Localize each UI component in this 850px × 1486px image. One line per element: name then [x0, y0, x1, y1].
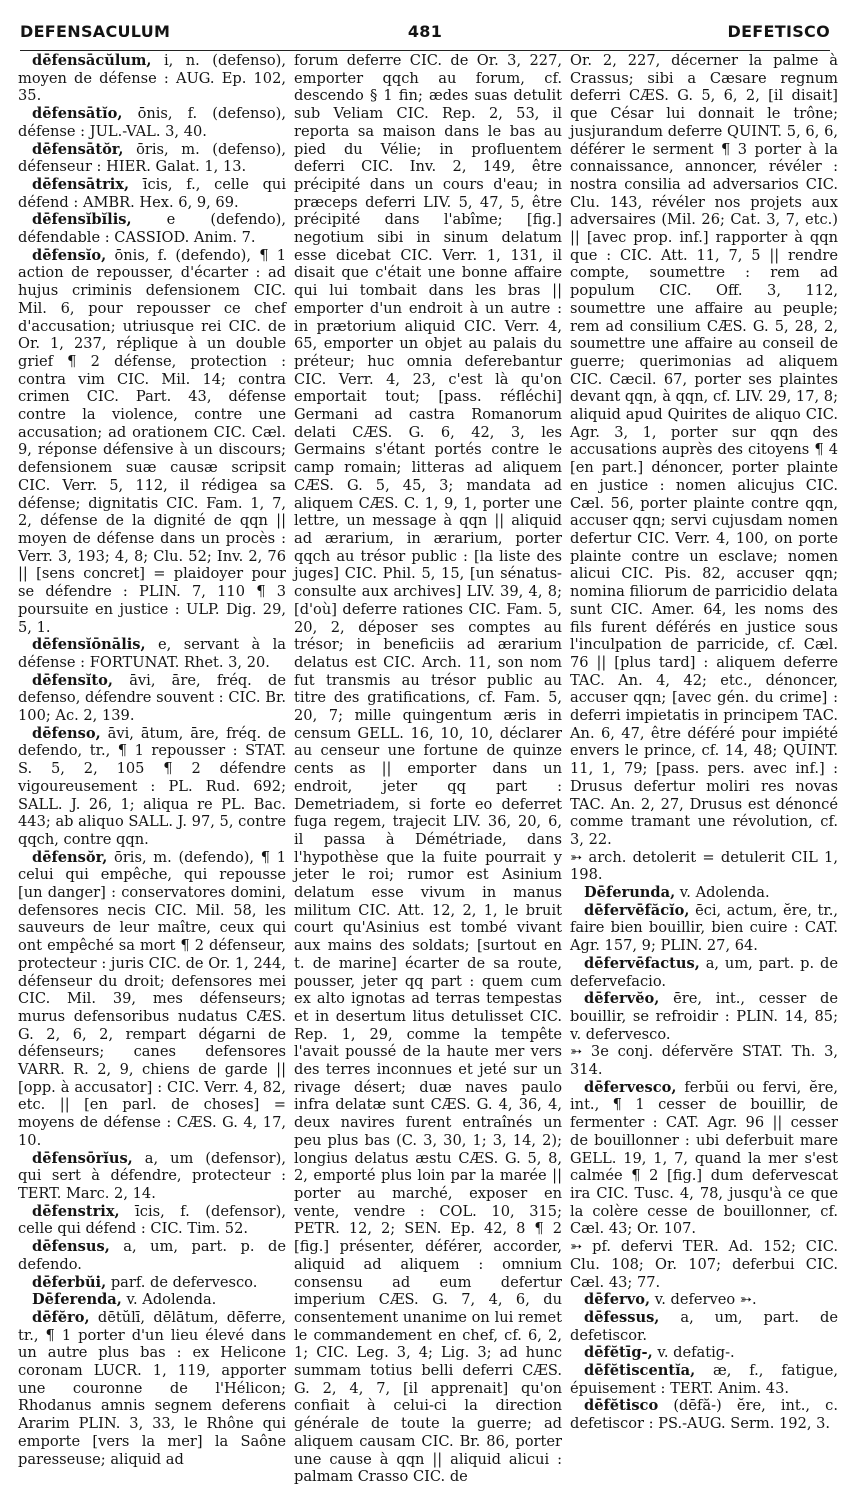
entry-body: v. deferveo ➳.	[654, 1291, 757, 1309]
entry-body: forum deferre CIC. de Or. 3, 227, emporter qqch au forum, cf. descendo § 1 fin; ædes suas detulit sub Veliam CIC. Rep. 2, 53, il reporta sa maison dans le bas au pied du Vélie; in profluentem deferri CIC. Inv. 2, 149, être précipité dans un cours d'eau; in præceps deferri LIV. 5, 47, 5, être précipité dans l'abîme; [fig.] negotium sibi in sinum delatum esse dicebat CIC. Verr. 1, 131, il disait que c'était une bonne affaire qui lui tombait dans les bras || emporter d'un endroit à un autre : in prætorium aliquid CIC. Verr. 4, 65, emporter un objet au palais du préteur; huc omnia deferebantur CIC. Verr. 4, 23, c'est là qu'on emportait tout; [pass. réfléchi] Germani ad castra Romanorum delati CÆS. G. 6, 42, 3, les Germains s'étant portés contre le camp romain; litteras ad aliquem CÆS. G. 5, 45, 3; mandata ad aliquem CÆS. C. 1, 9, 1, porter une lettre, un message à qqn || aliquid ad ærarium, in ærarium, porter qqch au trésor public : [la liste des juges] CIC. Phil. 5, 15, [un sénatus-consulte aux archives] LIV. 39, 4, 8; [d'où] deferre rationes CIC. Fam. 5, 20, 2, déposer ses comptes au trésor; in beneficiis ad ærarium delatus est CIC. Arch. 11, son nom fut transmis au trésor public au titre des gratifications, cf. Fam. 5, 20, 7; mille quingentum æris in censum GELL. 16, 10, 10, déclarer au censeur une fortune de quinze cents as || emporter dans un endroit, jeter qq part : Demetriadem, si forte eo deferret fuga regem, trajecit LIV. 36, 20, 6, il passa à Démétriade, dans l'hypothèse que la fuite pourrait y jeter le roi; rumor est Asinium delatum esse vivum in manus militum CIC. Att. 12, 2, 1, le bruit court qu'Asinius est tombé vivant aux mains des soldats; [surtout en t. de marine] écarter de sa route, pousser, jeter qq part : quem cum ex alto ignotas ad terras tempestas et in desertum litus detulisset CIC. Rep. 1, 29, comme la tempête l'avait poussé de la haute mer vers des terres inconnues et jeté sur un rivage désert; duæ naves paulo infra delatæ sunt CÆS. G. 4, 36, 4, deux navires furent entraînés un peu plus bas (C. 3, 30, 1; 3, 14, 2); longius delatus æstu CÆS. G. 5, 8, 2, emporté plus loin par la marée || porter au marché, exposer en vente, vendre : COL. 10, 315; PETR. 12, 2; SEN. Ep. 42, 8 ¶ 2 [fig.] présenter, déférer, accorder, aliquid ad aliquem : omnium consensu ad eum defertur imperium CÆS. G. 7, 4, 6, du consentement unanime on lui remet le commandement en chef, cf. 6, 2, 1; CIC. Leg. 3, 4; Lig. 3; ad hunc summam totius belli deferri CÆS. G. 2, 4, 7, [il apprenait] qu'on confiait à celui-ci la direction générale de toute la guerre; ad aliquem causam CIC. Br. 86, porter une cause à qqn || aliquid alicui : palmam Crasso CIC. de	[294, 52, 562, 1486]
entry-headword: dēfessus,	[584, 1308, 660, 1326]
entry-body: ➳ arch. detolerit = detulerit CIL 1, 198.	[570, 848, 838, 884]
column-left	[18, 52, 287, 1468]
entry-headword: dēferbŭi,	[32, 1273, 107, 1291]
entry-headword: dēfervesco,	[584, 1078, 677, 1096]
entry-body: dētŭlī, dēlātum, dēferre, tr., ¶ 1 porter d'un lieu élevé dans un autre plus bas : ex Helicone coronam LUCR. 1, 119, apporter une couronne de l'Hélicon; Rhodanus amnis segnem deferens Ararim PLIN. 3, 33, le Rhône qui emporte [vers la mer] la Saône paresseuse; aliquid ad	[18, 1308, 286, 1468]
dictionary-entry	[570, 990, 838, 1043]
entry-body: ōris, m. (defendo), ¶ 1 celui qui empêche, qui repousse [un danger] : conservatores domini, defensores necis CIC. Mil. 58, les sauveurs de leur maître, ceux qui ont empêché sa mort ¶ 2 défenseur, protecteur : juris CIC. de Or. 1, 244, défenseur du droit; defensores mei CIC. Mil. 39, mes défenseurs; murus defensoribus nudatus CÆS. G. 2, 6, 2, rempart dégarni de défenseurs; canes defensores VARR. R. 2, 9, chiens de garde || [opp. à accusator] : CIC. Verr. 4, 82, etc. || [en parl. de choses] = moyens de défense : CÆS. G. 4, 17, 10.	[18, 848, 286, 1149]
entry-headword: dēfervĕo,	[584, 990, 660, 1008]
dictionary-entry	[18, 1309, 286, 1468]
entry-headword: dēfĕtisco	[584, 1397, 659, 1415]
entry-body: ➳ 3e conj. défervĕre STAT. Th. 3, 314.	[570, 1043, 838, 1079]
entry-headword: dēfensātŏr,	[32, 140, 124, 158]
dictionary-entry	[570, 1397, 838, 1432]
entry-headword: dēfenso,	[32, 724, 101, 742]
entry-headword: dēfĕtiscentĭa,	[584, 1362, 696, 1380]
dictionary-entry	[18, 141, 286, 176]
entry-body: ēci, actum, ĕre, tr., faire bien bouillir, bien cuire : CAT. Agr. 157, 9; PLIN. 27, 64.	[570, 901, 838, 955]
entry-body: Or. 2, 227, décerner la palme à Crassus; sibi a Cæsare regnum deferri CÆS. G. 5, 6, 2, [il disait] que César lui donnait le trône; jusjurandum deferre QUINT. 5, 6, 6, déférer le serment ¶ 3 porter à la connaissance, annoncer, révéler : nostra consilia ad adversarios CIC. Clu. 143, révéler nos projets aux adversaires (Mil. 26; Cat. 3, 7, etc.) || [avec prop. inf.] rapporter à qqn que : CIC. Att. 11, 7, 5 || rendre compte, soumettre : rem ad populum CIC. Off. 3, 112, soumettre une affaire au peuple; rem ad consilium CÆS. G. 5, 28, 2, soumettre une affaire au conseil de guerre; querimonias ad aliquem CIC. Cæcil. 67, porter ses plaintes devant qqn, à qqn, cf. LIV. 29, 17, 8; aliquid apud Quirites de aliquo CIC. Agr. 3, 1, porter sur qqn des accusations auprès des citoyens ¶ 4 [en part.] dénoncer, porter plainte en justice : nomen alicujus CIC. Cæl. 56, porter plainte contre qqn, accuser qqn; servi cujusdam nomen defertur CIC. Verr. 4, 100, on porte plainte contre un esclave; nomen alicui CIC. Pis. 82, accuser qqn; nomina filiorum de parricidio delata sunt CIC. Amer. 64, les noms des fils furent déférés en justice sous l'inculpation de parricide, cf. Cæl. 76 || [plus tard] : aliquem deferre TAC. An. 4, 42; etc., dénoncer, accuser qqn; [avec gén. du crime] : deferri impietatis in principem TAC. An. 6, 47, être déféré pour impiété envers le prince, cf. 14, 48; QUINT. 11, 1, 79; [pass. pers. avec inf.] : Drusus defertur moliri res novas TAC. An. 2, 27, Drusus est dénoncé comme tramant une révolution, cf. 3, 22.	[570, 52, 838, 848]
entry-body: āvi, ātum, āre, fréq. de defendo, tr., ¶ 1 repousser : STAT. S. 5, 2, 105 ¶ 2 défendre vigoureusement : PL. Rud. 692; SALL. J. 26, 1; aliqua re PL. Bac. 443; ab aliquo SALL. J. 97, 5, contre qqch, contre qqn.	[18, 724, 286, 848]
entry-body: āvi, āre, fréq. de defenso, défendre souvent : CIC. Br. 100; Ac. 2, 139.	[18, 671, 286, 725]
dictionary-entry	[570, 884, 838, 902]
dictionary-entry	[570, 1362, 838, 1397]
dictionary-entry	[570, 1238, 838, 1291]
dictionary-entry	[570, 955, 838, 990]
entry-body: a, um, part. p. de defervefacio.	[570, 954, 838, 990]
dictionary-entry	[570, 902, 838, 955]
header-left-word: DEFENSACULUM	[20, 22, 171, 41]
entry-body: v. defatig-.	[657, 1344, 735, 1362]
entry-headword: dēfervēfăcĭo,	[584, 901, 690, 919]
dictionary-entry	[18, 672, 286, 725]
entry-headword: dēfensĭōnālis,	[32, 636, 146, 654]
dictionary-entry	[18, 1150, 286, 1203]
dictionary-entry	[570, 1079, 838, 1238]
entry-headword: Dēferunda,	[584, 884, 676, 902]
dictionary-entry	[570, 1043, 838, 1078]
header-right-word: DEFETISCO	[727, 22, 830, 41]
dictionary-entry	[18, 1274, 286, 1292]
entry-headword: dēfensātĭo,	[32, 105, 123, 123]
entry-body: v. Adolenda.	[126, 1291, 217, 1309]
dictionary-entry	[294, 52, 562, 1486]
dictionary-entry	[18, 105, 286, 140]
entry-headword: dēfensōrĭus,	[32, 1149, 133, 1167]
dictionary-entry	[18, 1203, 286, 1238]
entry-headword: Dēferenda,	[32, 1291, 122, 1309]
dictionary-entry	[18, 176, 286, 211]
entry-headword: dēfensĭo,	[32, 246, 107, 264]
entry-headword: dēfensātrix,	[32, 175, 130, 193]
entry-headword: dēfensĭto,	[32, 671, 113, 689]
entry-body: ōnis, f. (defendo), ¶ 1 action de repousser, d'écarter : ad hujus criminis defensionem CIC. Mil. 6, pour repousser ce chef d'accusation; utriusque rei CIC. de Or. 1, 237, réplique à un double grief ¶ 2 défense, protection : contra vim CIC. Mil. 14; contra crimen CIC. Part. 43, défense contre la violence, contre une accusation; ad orationem CIC. Cæl. 9, réponse défensive à un discours; defensionem suæ causæ scripsit CIC. Verr. 5, 112, il rédigea sa défense; dignitatis CIC. Fam. 1, 7, 2, défense de la dignité de qqn || moyen de défense dans un procès : Verr. 3, 193; 4, 8; Clu. 52; Inv. 2, 76 || [sens concret] = plaidoyer pour se défendre : PLIN. 7, 110 ¶ 3 poursuite en justice : ULP. Dig. 29, 5, 1.	[18, 246, 287, 636]
entry-headword: dēfensĭbĭlis,	[32, 211, 132, 229]
entry-body: a, um (defensor), qui sert à défendre, protecteur : TERT. Marc. 2, 14.	[18, 1149, 286, 1202]
entry-body: æ, f., fatigue, épuisement : TERT. Anim. 43.	[570, 1362, 838, 1397]
dictionary-entry	[570, 1309, 838, 1344]
entry-headword: dēfensus,	[32, 1238, 110, 1256]
entry-body: v. Adolenda.	[679, 884, 770, 902]
running-header	[20, 16, 830, 51]
entry-headword: dēfervēfactus,	[584, 954, 700, 972]
column-middle	[294, 52, 562, 1486]
column-right	[570, 52, 838, 1433]
dictionary-entry	[18, 1291, 286, 1309]
entry-headword: dēfĕro,	[32, 1308, 90, 1326]
entry-body: e (defendo), défendable : CASSIOD. Anim. 7.	[18, 211, 286, 247]
entry-headword: dēfervo,	[584, 1291, 651, 1309]
dictionary-entry	[18, 247, 286, 636]
dictionary-entry	[18, 211, 286, 246]
entry-body: i, n. (defenso), moyen de défense : AUG. Ep. 102, 35.	[18, 52, 287, 105]
dictionary-entry	[570, 849, 838, 884]
dictionary-entry	[18, 52, 286, 105]
entry-body: ➳ pf. defervi TER. Ad. 152; CIC. Clu. 108; Or. 107; deferbui CIC. Cæl. 43; 77.	[570, 1238, 838, 1291]
entry-body: ōnis, f. (defenso), défense : JUL.-VAL. 3, 40.	[18, 105, 287, 140]
entry-body: ēre, int., cesser de bouillir, se refroidir : PLIN. 14, 85; v. defervesco.	[570, 990, 838, 1043]
dictionary-entry	[18, 849, 286, 1150]
entry-body: īcis, f. (defensor), celle qui défend : CIC. Tim. 52.	[18, 1202, 286, 1238]
entry-body: parf. de defervesco.	[110, 1273, 258, 1291]
entry-body: (dēfă-) ĕre, int., c. defetiscor : PS.-AUG. Serm. 192, 3.	[570, 1397, 838, 1433]
entry-headword: dēfensācŭlum,	[32, 52, 152, 69]
entry-body: īcis, f., celle qui défend : AMBR. Hex. 6, 9, 69.	[18, 175, 286, 211]
entry-headword: dēfĕtīg-,	[584, 1344, 653, 1362]
dictionary-entry	[18, 636, 286, 671]
entry-headword: dēfenstrix,	[32, 1202, 120, 1220]
dictionary-entry	[570, 1344, 838, 1362]
entry-headword: dēfensŏr,	[32, 848, 108, 866]
entry-body: ferbŭi ou fervi, ĕre, int., ¶ 1 cesser de bouillir, de fermenter : CAT. Agr. 96 || cesser de bouillonner : ubi deferbuit mare GELL. 19, 1, 7, quand la mer s'est calmée ¶ 2 [fig.] dum defervescat ira CIC. Tusc. 4, 78, jusqu'à ce que la colère cesse de bouillonner, cf. Cæl. 43; Or. 107.	[570, 1078, 838, 1238]
dictionary-entry	[18, 725, 286, 849]
page-number: 481	[407, 22, 443, 41]
dictionary-entry	[570, 52, 838, 849]
dictionary-entry	[18, 1238, 286, 1273]
entry-body: a, um, part. de defetiscor.	[570, 1308, 838, 1344]
dictionary-entry	[570, 1291, 838, 1309]
entry-body: e, servant à la défense : FORTUNAT. Rhet. 3, 20.	[18, 636, 286, 671]
entry-body: ōris, m. (defenso), défenseur : HIER. Galat. 1, 13.	[18, 140, 287, 176]
entry-body: a, um, part. p. de defendo.	[18, 1238, 286, 1273]
